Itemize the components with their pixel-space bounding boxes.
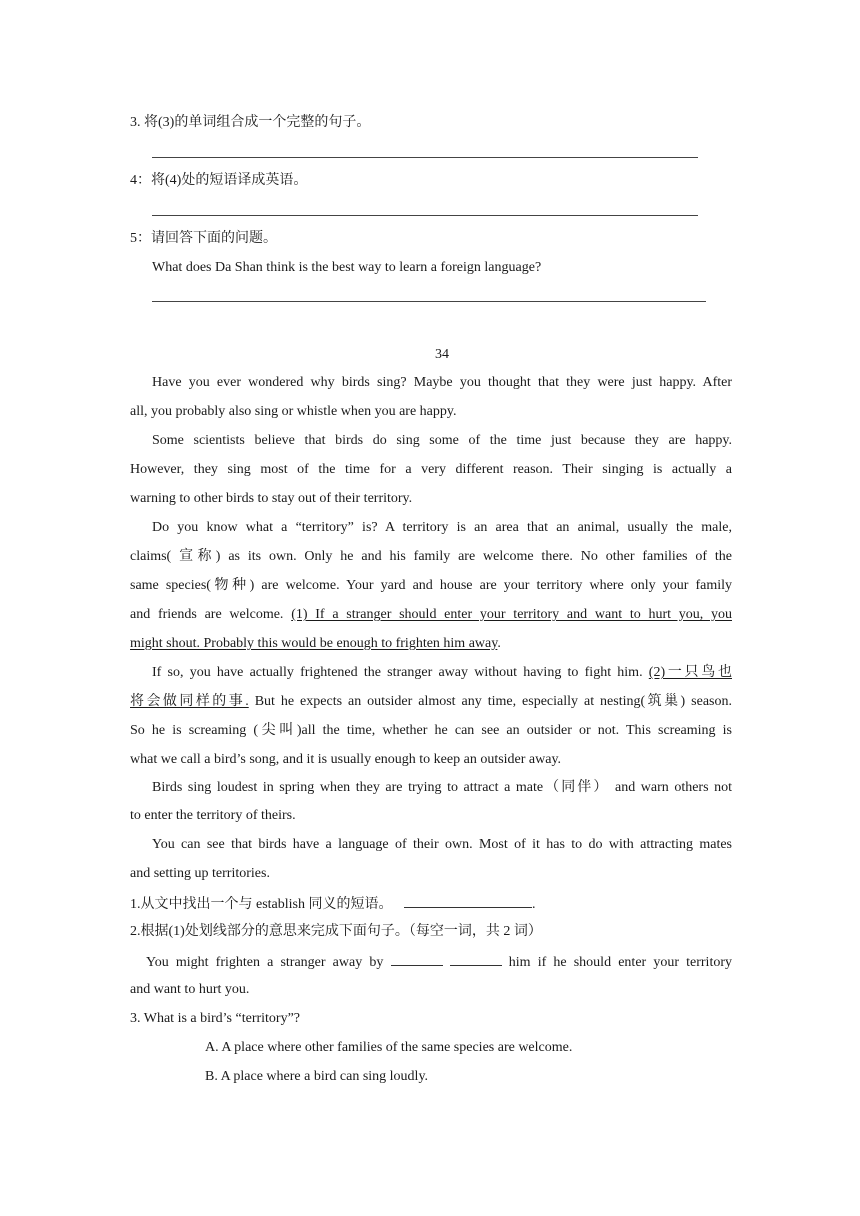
passage-question-1 [130,893,536,915]
paragraph-4-line-2 [130,692,732,712]
underlined-sentence-1-end: might shout. Probably this would be enough to frighten him away [130,636,498,651]
passage-question-1-text: 1.从文中找出一个与 establish 同义的短语。 [130,897,393,912]
paragraph-2-line-2: However, they sing most of the time for a very different reason. Their singing is actually a [130,462,732,477]
paragraph-3-line-4 [130,605,732,625]
passage-question-2-line-2: and want to hurt you. [130,982,250,997]
passage-number: 34 [435,347,449,362]
paragraph-4-line-2-text: But he expects an outsider almost any time, especially at nesting(筑巢) season. [248,694,732,709]
paragraph-6-line-2: and setting up territories. [130,866,270,881]
answer-line-5 [152,301,706,302]
answer-blank-2a[interactable] [391,951,443,966]
paragraph-2-line-1: Some scientists believe that birds do sing some of the time just because they are happy. [152,433,732,448]
underlined-sentence-2-start: (2)一只鸟也 [648,665,732,680]
paragraph-3-line-2: claims( 宣称) as its own. Only he and his family are welcome there. No other families of the [130,549,732,564]
answer-blank-2b[interactable] [450,951,502,966]
paragraph-6-line-1: You can see that birds have a language of their own. Most of it has to do with attracting mates [152,837,732,852]
question-5-text: What does Da Shan think is the best way to learn a foreign language? [152,260,542,275]
passage-question-2: 2.根据(1)处划线部分的意思来完成下面句子。（每空一词，共 2 词） [130,924,542,939]
paragraph-1-line-2: all, you probably also sing or whistle when you are happy. [130,404,457,419]
paragraph-3-line-1: Do you know what a “territory” is? A territory is an area that an animal, usually the male, [152,520,732,535]
passage-question-2-sentence-start: You might frighten a stranger away by [146,955,384,970]
paragraph-4-line-3: So he is screaming (尖叫)all the time, whether he can see an outsider or not. This screaming is [130,723,732,738]
paragraph-3-line-5 [130,634,501,654]
paragraph-2-line-3: warning to other birds to stay out of their territory. [130,491,413,506]
answer-line-3 [152,157,698,158]
passage-question-2-sentence [146,951,732,973]
answer-line-4 [152,215,698,216]
paragraph-5-line-1: Birds sing loudest in spring when they are trying to attract a mate（同伴） and warn others not [152,780,732,795]
option-a[interactable]: A. A place where other families of the same species are welcome. [205,1040,573,1055]
passage-question-1-period: . [532,897,536,912]
paragraph-4-line-1 [152,663,732,683]
passage-question-3: 3. What is a bird’s “territory”? [130,1011,301,1026]
paragraph-3-period: . [497,636,501,651]
paragraph-5-line-2: to enter the territory of theirs. [130,808,296,823]
underlined-sentence-2-end: 将会做同样的事. [130,694,249,709]
passage-question-2-sentence-end: him if he should enter your territory [508,955,732,970]
underlined-sentence-1-start: (1) If a stranger should enter your territory and want to hurt you, you [291,607,732,622]
question-5-prompt: 5：请回答下面的问题。 [130,231,277,246]
paragraph-3-line-4-text: and friends are welcome. [130,607,292,622]
paragraph-4-line-1-text: If so, you have actually frightened the stranger away without having to fight him. [152,665,649,680]
option-b[interactable]: B. A place where a bird can sing loudly. [205,1069,429,1084]
answer-blank-1[interactable] [404,893,532,908]
question-3-prompt: 3. 将(3)的单词组合成一个完整的句子。 [130,115,371,130]
paragraph-3-line-3: same species(物种) are welcome. Your yard and house are your territory where only your family [130,578,732,593]
paragraph-4-line-4: what we call a bird’s song, and it is usually enough to keep an outsider away. [130,752,562,767]
question-4-prompt: 4：将(4)处的短语译成英语。 [130,173,308,188]
paragraph-1-line-1: Have you ever wondered why birds sing? Maybe you thought that they were just happy. After [152,375,732,390]
